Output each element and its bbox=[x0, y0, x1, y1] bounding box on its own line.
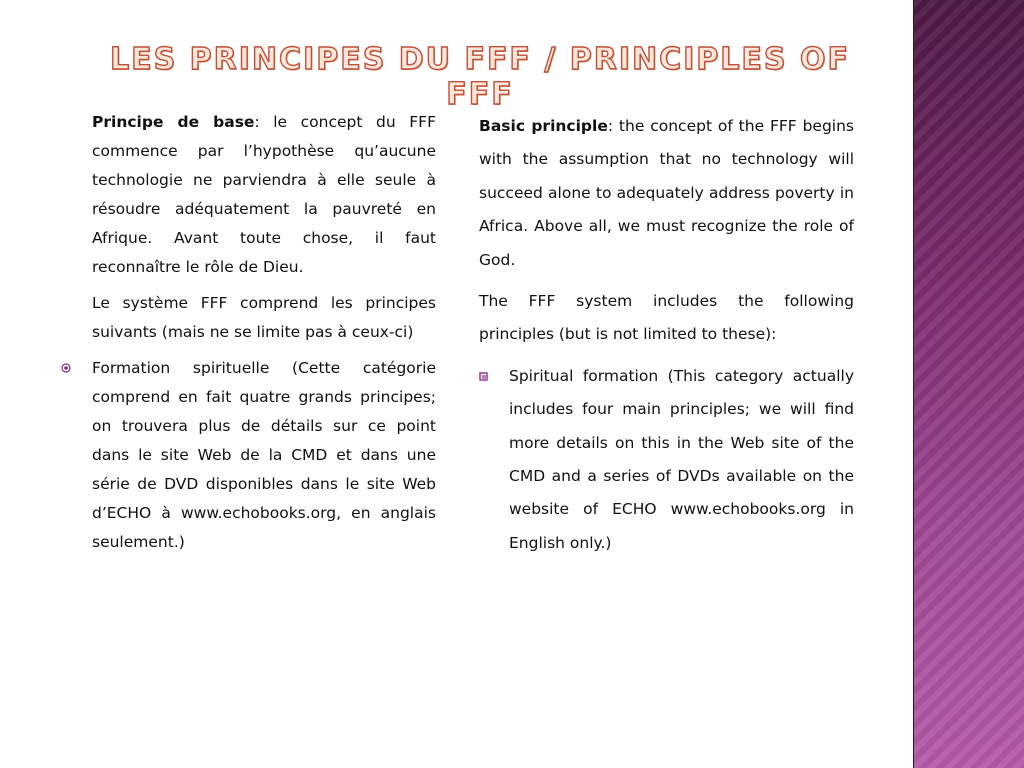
french-column bbox=[92, 108, 436, 564]
english-column bbox=[479, 110, 854, 568]
circled-dot-icon bbox=[61, 363, 71, 373]
english-basic-principle-label: Basic principle bbox=[479, 117, 608, 135]
english-bullet-item bbox=[509, 360, 854, 560]
english-system-intro: The FFF system includes the following principles (but is not limited to these): bbox=[479, 292, 854, 344]
french-basic-principle bbox=[92, 108, 436, 282]
french-bullet-item bbox=[92, 354, 436, 557]
french-basic-principle-text: : le concept du FFF commence par l’hypothèse qu’aucune technologie ne parviendra à elle seule à résoudre adéquatement la pauvreté en Afrique. Avant toute chose, il faut reconnaître le rôle de Dieu. bbox=[92, 113, 436, 276]
hollow-square-icon bbox=[479, 372, 488, 381]
english-basic-principle-text: : the concept of the FFF begins with the assumption that no technology will succeed alone to adequately address poverty in Africa. Above all, we must recognize the role of God. bbox=[479, 117, 854, 269]
english-basic-principle bbox=[479, 110, 854, 277]
slide-title: LES PRINCIPES DU FFF / PRINCIPLES OF FFF bbox=[110, 42, 850, 112]
french-basic-principle-label: Principe de base bbox=[92, 113, 255, 131]
french-bullet-text: Formation spirituelle (Cette catégorie comprend en fait quatre grands principes; on trouvera plus de détails sur ce point dans le site Web de la CMD et dans une série de DVD disponibles dans le site Web d’ECHO à www.echobooks.org, en anglais seulement.) bbox=[92, 359, 436, 551]
decorative-side-band bbox=[913, 0, 1024, 768]
french-system-intro: Le système FFF comprend les principes suivants (mais ne se limite pas à ceux-ci) bbox=[92, 294, 436, 341]
english-bullet-text: Spiritual formation (This category actually includes four main principles; we will find more details on this in the Web site of the CMD and a series of DVDs available on the website of ECHO www.echobooks.org in English only.) bbox=[509, 366, 854, 552]
